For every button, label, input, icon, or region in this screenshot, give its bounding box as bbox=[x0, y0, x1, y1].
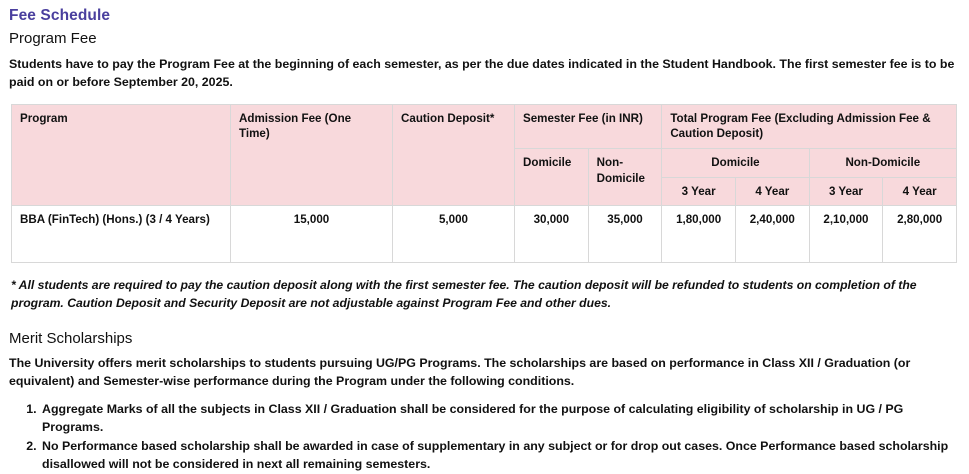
table-row bbox=[12, 206, 957, 263]
header-total-program-fee: Total Program Fee (Excluding Admission Fee & Caution Deposit) bbox=[662, 104, 957, 148]
cell-total-non-domicile-3-year: 2,10,000 bbox=[809, 206, 883, 263]
merit-scholarships-heading: Merit Scholarships bbox=[9, 329, 133, 347]
fee-table-head bbox=[12, 104, 957, 206]
cell-semester-domicile: 30,000 bbox=[515, 206, 589, 263]
merit-scholarships-paragraph: The University offers merit scholarships to students pursuing UG/PG Programs. The scholarships are based on performance in Class XII / Graduation (or equivalent) and Semester-wise performance during the Program under the following conditions. bbox=[9, 356, 911, 389]
fee-schedule-table bbox=[11, 104, 957, 264]
header-domicile-3-year: 3 Year bbox=[662, 177, 736, 206]
cell-total-domicile-3-year: 1,80,000 bbox=[662, 206, 736, 263]
cell-program-name: BBA (FinTech) (Hons.) (3 / 4 Years) bbox=[12, 206, 231, 263]
list-item: 1. Aggregate Marks of all the subjects in Class XII / Graduation shall be considered for the purpose of calculating eligibility of scholarship in UG / PG Programs. bbox=[40, 401, 953, 437]
header-total-non-domicile: Non-Domicile bbox=[809, 149, 956, 178]
header-non-domicile-3-year: 3 Year bbox=[809, 177, 883, 206]
cell-admission-fee: 15,000 bbox=[231, 206, 393, 263]
header-semester-fee: Semester Fee (in INR) bbox=[515, 104, 662, 148]
cell-total-domicile-4-year: 2,40,000 bbox=[735, 206, 809, 263]
header-semester-domicile: Domicile bbox=[515, 149, 589, 206]
header-program: Program bbox=[12, 104, 231, 206]
header-row-primary bbox=[12, 104, 957, 148]
cell-total-non-domicile-4-year: 2,80,000 bbox=[883, 206, 957, 263]
program-fee-intro-paragraph: Students have to pay the Program Fee at the beginning of each semester, as per the due dates indicated in the Student Handbook. The first semester fee is to be paid on or before September 20, 2025. bbox=[9, 56, 955, 89]
header-total-domicile: Domicile bbox=[662, 149, 809, 178]
header-admission-fee: Admission Fee (One Time) bbox=[231, 104, 393, 206]
caution-deposit-footnote: * All students are required to pay the caution deposit along with the first semester fee. The caution deposit will be refunded to students on completion of the program. Caution Deposit and Security Deposit are not adjustable against Program Fee and other dues. bbox=[11, 278, 917, 311]
fee-table-container bbox=[0, 92, 969, 264]
page-title: Fee Schedule bbox=[9, 7, 111, 24]
cell-semester-non-domicile: 35,000 bbox=[588, 206, 662, 263]
header-non-domicile-4-year: 4 Year bbox=[883, 177, 957, 206]
program-fee-heading: Program Fee bbox=[9, 30, 97, 48]
header-caution-deposit: Caution Deposit* bbox=[393, 104, 515, 206]
header-domicile-4-year: 4 Year bbox=[735, 177, 809, 206]
list-item: 2. No Performance based scholarship shall be awarded in case of supplementary in any subject or for drop out cases. Once Performance based scholarship disallowed will not be considered in next all remaining semesters. bbox=[40, 438, 953, 474]
cell-caution-deposit: 5,000 bbox=[393, 206, 515, 263]
header-semester-non-domicile: Non-Domicile bbox=[588, 149, 662, 206]
scholarship-conditions-list bbox=[0, 391, 969, 474]
fee-table-body bbox=[12, 206, 957, 263]
